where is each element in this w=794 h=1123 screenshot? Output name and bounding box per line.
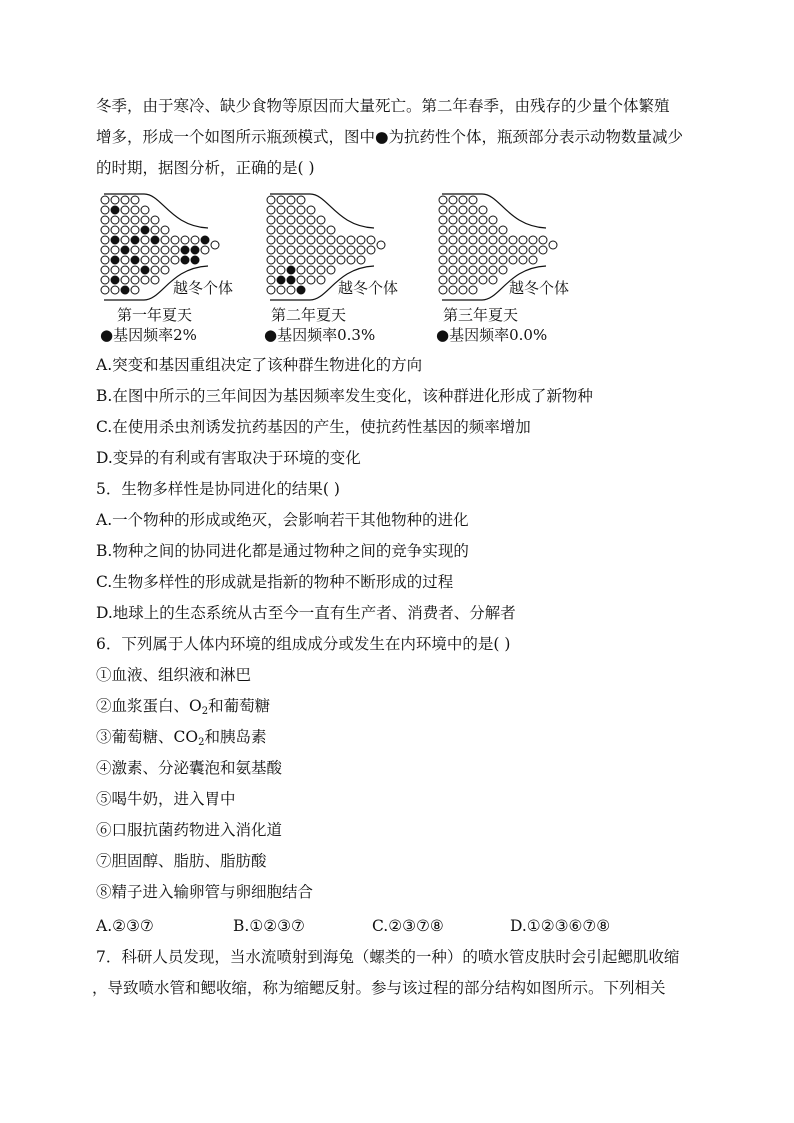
individual — [469, 206, 477, 214]
q6-option-b: B.①②③⑦ — [233, 917, 305, 935]
individual — [347, 256, 355, 264]
individual — [459, 226, 467, 234]
individual — [141, 206, 149, 214]
individual — [297, 226, 305, 234]
individual — [469, 266, 477, 274]
individual — [327, 256, 335, 264]
individual — [121, 196, 129, 204]
individual — [327, 236, 335, 244]
individual — [201, 246, 209, 254]
individual — [131, 226, 139, 234]
q6-option-a: A.②③⑦ — [96, 917, 154, 935]
individual — [211, 241, 219, 249]
individual — [459, 216, 467, 224]
individual — [287, 256, 295, 264]
resistant-individual — [181, 246, 189, 254]
individual — [439, 206, 447, 214]
individual — [489, 226, 497, 234]
q5-stem: 5．生物多样性是协同进化的结果( ) — [96, 480, 340, 498]
individual — [151, 256, 159, 264]
figure-2-frequency: ●基因频率0.3% — [264, 326, 376, 344]
individual — [267, 226, 275, 234]
individual — [267, 246, 275, 254]
resistant-individual — [111, 256, 119, 264]
q6-item-3 — [96, 727, 266, 753]
q6-item-8: ⑧精子进入输卵管与卵细胞结合 — [96, 883, 314, 901]
individual — [499, 226, 507, 234]
individual — [121, 276, 129, 284]
individual — [449, 196, 457, 204]
figure-3-label: 越冬个体 — [509, 279, 570, 297]
individual — [277, 266, 285, 274]
individual — [277, 256, 285, 264]
individual — [297, 256, 305, 264]
individual — [287, 206, 295, 214]
individual — [449, 266, 457, 274]
individual — [479, 256, 487, 264]
individual — [277, 236, 285, 244]
individual — [287, 236, 295, 244]
individual — [161, 256, 169, 264]
resistant-individual — [141, 266, 149, 274]
q6-option-d: D.①②③⑥⑦⑧ — [510, 917, 611, 935]
individual — [509, 256, 517, 264]
individual — [151, 246, 159, 254]
individual — [357, 236, 365, 244]
individual — [317, 216, 325, 224]
individual — [267, 236, 275, 244]
individual — [439, 276, 447, 284]
individual — [121, 236, 129, 244]
individual — [459, 206, 467, 214]
individual — [479, 226, 487, 234]
resistant-individual — [131, 236, 139, 244]
individual — [277, 216, 285, 224]
individual — [191, 236, 199, 244]
individual — [307, 246, 315, 254]
individual — [439, 226, 447, 234]
resistant-individual — [181, 256, 189, 264]
individual — [101, 196, 109, 204]
individual — [297, 216, 305, 224]
q5-option-a: A.一个物种的形成或绝灭，会影响若干其他物种的进化 — [96, 511, 469, 529]
individual — [479, 276, 487, 284]
individual — [499, 266, 507, 274]
resistant-individual — [141, 226, 149, 234]
figure-1-season: 第一年夏天 — [117, 306, 193, 324]
individual — [101, 266, 109, 274]
individual — [439, 256, 447, 264]
figure-2-season: 第二年夏天 — [271, 306, 347, 324]
figure-2-label: 越冬个体 — [338, 279, 399, 297]
individual — [499, 246, 507, 254]
individual — [469, 216, 477, 224]
individual — [489, 236, 497, 244]
individual — [337, 256, 345, 264]
individual — [327, 226, 335, 234]
figure-1-label: 越冬个体 — [173, 279, 234, 297]
individual — [131, 276, 139, 284]
figure-3-frequency: ●基因频率0.0% — [436, 326, 548, 344]
individual — [459, 196, 467, 204]
individual — [377, 241, 385, 249]
individual — [439, 246, 447, 254]
individual — [131, 206, 139, 214]
individual — [469, 276, 477, 284]
q6-item-5: ⑤喝牛奶，进入胃中 — [96, 790, 236, 808]
individual — [267, 276, 275, 284]
individual — [297, 196, 305, 204]
individual — [479, 216, 487, 224]
individual — [277, 286, 285, 294]
resistant-individual — [191, 256, 199, 264]
individual — [121, 216, 129, 224]
q6-item-2-subscript: 2 — [201, 706, 209, 717]
individual — [101, 216, 109, 224]
individual — [267, 286, 275, 294]
individual — [519, 246, 527, 254]
individual — [317, 236, 325, 244]
q6-item-2 — [96, 696, 270, 722]
individual — [529, 236, 537, 244]
individual — [277, 246, 285, 254]
individual — [121, 206, 129, 214]
individual — [469, 236, 477, 244]
individual — [267, 206, 275, 214]
individual — [267, 266, 275, 274]
resistant-individual — [111, 206, 119, 214]
individual — [449, 286, 457, 294]
individual — [459, 266, 467, 274]
individual — [121, 226, 129, 234]
individual — [317, 276, 325, 284]
resistant-individual — [287, 266, 295, 274]
q6-item-2-text: ②血浆蛋白、O — [96, 697, 202, 715]
individual — [161, 266, 169, 274]
individual — [469, 256, 477, 264]
individual — [469, 246, 477, 254]
individual — [449, 256, 457, 264]
individual — [367, 236, 375, 244]
individual — [519, 236, 527, 244]
individual — [287, 216, 295, 224]
individual — [489, 246, 497, 254]
individual — [121, 256, 129, 264]
individual — [347, 236, 355, 244]
individual — [469, 196, 477, 204]
individual — [151, 276, 159, 284]
individual — [317, 266, 325, 274]
individual — [479, 266, 487, 274]
individual — [337, 236, 345, 244]
individual — [171, 236, 179, 244]
q6-item-7: ⑦胆固醇、脂肪、脂肪酸 — [96, 852, 267, 870]
individual — [539, 246, 547, 254]
individual — [111, 216, 119, 224]
individual — [101, 226, 109, 234]
q6-item-6: ⑥口服抗菌药物进入消化道 — [96, 821, 283, 839]
individual — [307, 206, 315, 214]
individual — [519, 256, 527, 264]
individual — [449, 276, 457, 284]
individual — [307, 276, 315, 284]
individual — [459, 286, 467, 294]
individual — [459, 246, 467, 254]
individual — [317, 246, 325, 254]
resistant-individual — [121, 246, 129, 254]
individual — [367, 246, 375, 254]
individual — [181, 236, 189, 244]
individual — [287, 246, 295, 254]
individual — [489, 276, 497, 284]
q6-item-3-subscript: 2 — [198, 737, 205, 748]
individual — [277, 196, 285, 204]
individual — [111, 226, 119, 234]
individual — [131, 196, 139, 204]
resistant-individual — [191, 246, 199, 254]
individual — [287, 196, 295, 204]
individual — [151, 216, 159, 224]
resistant-individual — [277, 276, 285, 284]
individual — [111, 196, 119, 204]
resistant-individual — [111, 236, 119, 244]
individual — [101, 276, 109, 284]
q6-item-3-text: ③葡萄糖、CO — [96, 728, 199, 746]
individual — [141, 256, 149, 264]
individual — [449, 236, 457, 244]
q4-option-d: D.变异的有利或有害取决于环境的变化 — [96, 449, 361, 467]
individual — [509, 246, 517, 254]
individual — [489, 216, 497, 224]
individual — [449, 226, 457, 234]
resistant-individual — [297, 286, 305, 294]
individual — [101, 206, 109, 214]
individual — [337, 246, 345, 254]
individual — [161, 226, 169, 234]
individual — [489, 256, 497, 264]
resistant-individual — [111, 276, 119, 284]
q6-item-2-tail: 和葡萄糖 — [208, 697, 271, 715]
individual — [529, 256, 537, 264]
resistant-individual — [121, 286, 129, 294]
individual — [161, 236, 169, 244]
resistant-individual — [201, 236, 209, 244]
q6-item-4: ④激素、分泌囊泡和氨基酸 — [96, 759, 283, 777]
individual — [101, 246, 109, 254]
individual — [151, 266, 159, 274]
individual — [101, 256, 109, 264]
individual — [141, 276, 149, 284]
resistant-individual — [151, 236, 159, 244]
individual — [439, 196, 447, 204]
resistant-individual — [287, 276, 295, 284]
individual — [131, 216, 139, 224]
q5-option-b: B.物种之间的协同进化都是通过物种之间的竞争实现的 — [96, 542, 469, 560]
q4-option-b: B.在图中所示的三年间因为基因频率发生变化，该种群进化形成了新物种 — [96, 387, 593, 405]
individual — [277, 206, 285, 214]
individual — [327, 266, 335, 274]
individual — [297, 276, 305, 284]
individual — [267, 216, 275, 224]
q7-line-2: ，导致喷水管和鳃收缩，称为缩鳃反射。参与该过程的部分结构如图所示。下列相关 — [92, 979, 666, 997]
individual — [277, 226, 285, 234]
individual — [101, 236, 109, 244]
q6-item-3-tail: 和胰岛素 — [204, 728, 267, 746]
individual — [449, 206, 457, 214]
individual — [151, 226, 159, 234]
q5-option-c: C.生物多样性的形成就是指新的物种不断形成的过程 — [96, 573, 454, 591]
individual — [141, 246, 149, 254]
individual — [171, 256, 179, 264]
individual — [307, 216, 315, 224]
individual — [287, 226, 295, 234]
individual — [121, 266, 129, 274]
individual — [357, 256, 365, 264]
individual — [297, 236, 305, 244]
individual — [317, 256, 325, 264]
individual — [171, 246, 179, 254]
individual — [499, 236, 507, 244]
individual — [161, 246, 169, 254]
q6-option-c: C.②③⑦⑧ — [372, 917, 444, 935]
q6-item-1: ①血液、组织液和淋巴 — [96, 666, 252, 684]
individual — [141, 216, 149, 224]
individual — [459, 276, 467, 284]
intro-line-1: 冬季，由于寒冷、缺少食物等原因而大量死亡。第二年春季，由残存的少量个体繁殖 — [96, 97, 670, 115]
q5-option-d: D.地球上的生态系统从古至今一直有生产者、消费者、分解者 — [96, 604, 516, 622]
individual — [347, 246, 355, 254]
individual — [469, 286, 477, 294]
q4-option-c: C.在使用杀虫剂诱发抗药基因的产生，使抗药性基因的频率增加 — [96, 418, 531, 436]
individual — [439, 286, 447, 294]
individual — [111, 246, 119, 254]
individual — [539, 236, 547, 244]
individual — [459, 256, 467, 264]
intro-line-2: 增多，形成一个如图所示瓶颈模式，图中●为抗药性个体，瓶颈部分表示动物数量减少 — [96, 128, 684, 146]
intro-line-3: 的时期，据图分析，正确的是( ) — [96, 159, 315, 177]
individual — [439, 216, 447, 224]
individual — [499, 256, 507, 264]
individual — [141, 236, 149, 244]
individual — [449, 246, 457, 254]
individual — [479, 206, 487, 214]
individual — [111, 286, 119, 294]
individual — [101, 286, 109, 294]
individual — [297, 266, 305, 274]
individual — [479, 246, 487, 254]
individual — [307, 256, 315, 264]
figure-1-frequency: ●基因频率2% — [100, 326, 197, 344]
individual — [267, 196, 275, 204]
individual — [307, 226, 315, 234]
individual — [131, 246, 139, 254]
individual — [489, 266, 497, 274]
individual — [357, 246, 365, 254]
individual — [297, 206, 305, 214]
individual — [111, 266, 119, 274]
resistant-individual — [131, 256, 139, 264]
individual — [469, 226, 477, 234]
individual — [449, 216, 457, 224]
individual — [131, 286, 139, 294]
individual — [439, 266, 447, 274]
individual — [549, 241, 557, 249]
individual — [327, 246, 335, 254]
individual — [307, 266, 315, 274]
individual — [459, 236, 467, 244]
individual — [439, 236, 447, 244]
individual — [509, 236, 517, 244]
figure-3-season: 第三年夏天 — [443, 306, 519, 324]
individual — [307, 236, 315, 244]
individual — [287, 286, 295, 294]
individual — [297, 246, 305, 254]
individual — [479, 236, 487, 244]
individual — [267, 256, 275, 264]
q4-option-a: A.突变和基因重组决定了该种群生物进化的方向 — [96, 356, 423, 374]
individual — [529, 246, 537, 254]
individual — [131, 266, 139, 274]
q7-line-1: 7．科研人员发现，当水流喷射到海兔（螺类的一种）的喷水管皮肤时会引起鳃肌收缩 — [96, 948, 680, 966]
individual — [317, 226, 325, 234]
q6-stem: 6．下列属于人体内环境的组成成分或发生在内环境中的是( ) — [96, 635, 511, 653]
